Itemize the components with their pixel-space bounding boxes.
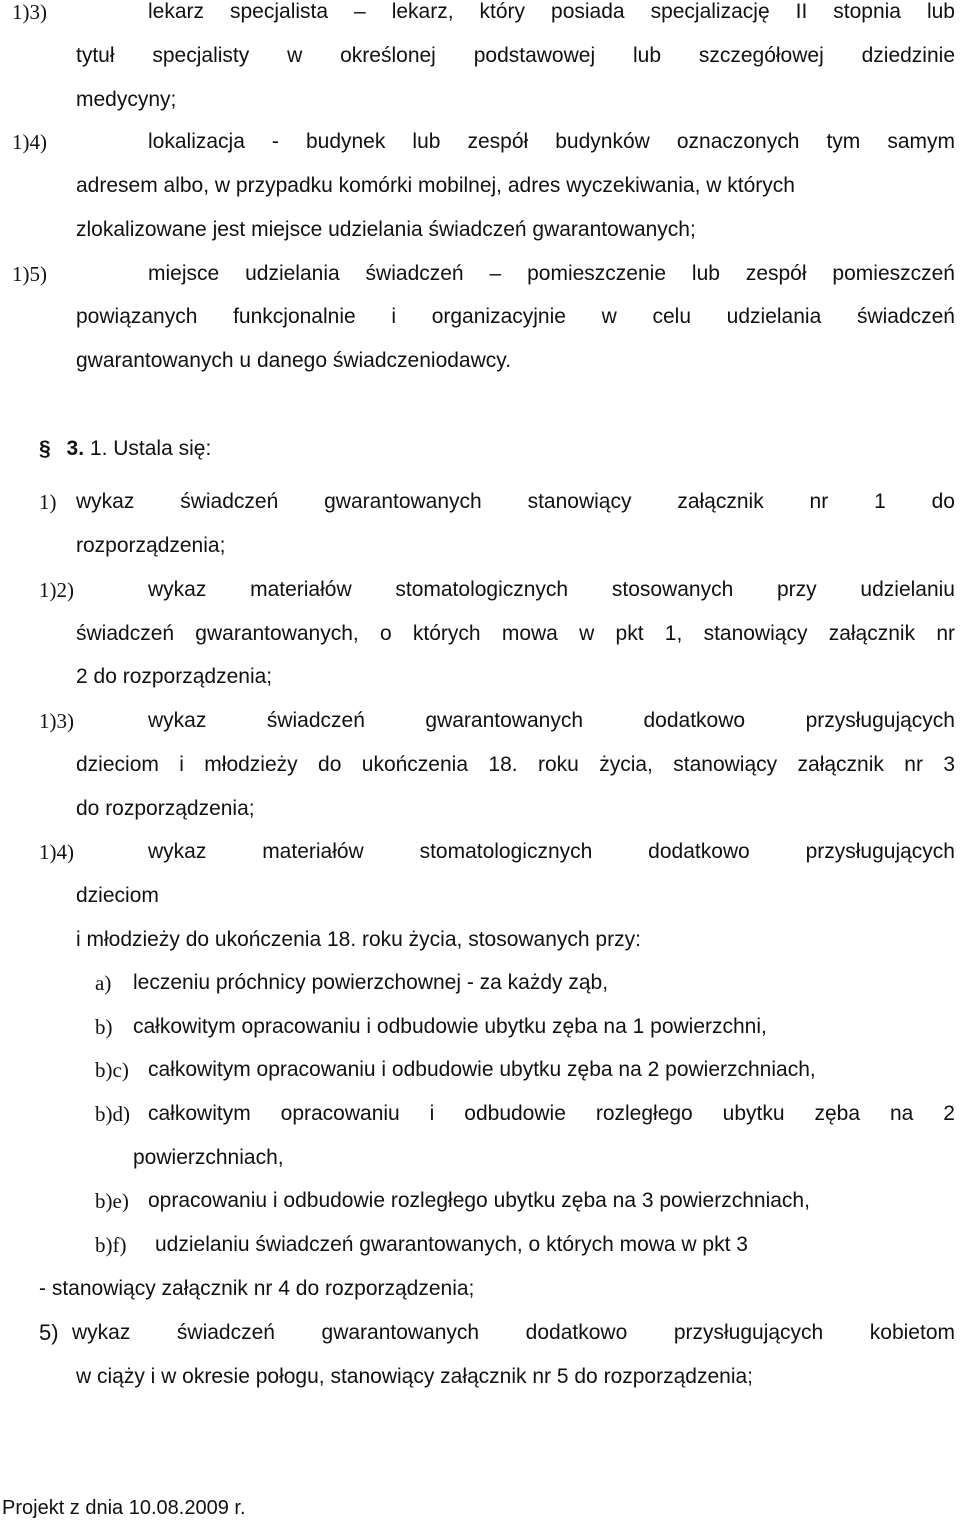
section-number: 3. bbox=[66, 437, 85, 460]
list-item-line: dzieciom bbox=[76, 884, 159, 907]
definition-line: lokalizacja - budynek lub zespół budynków oznaczonych tym samym bbox=[148, 130, 955, 153]
subitem-marker: b) bbox=[95, 1015, 113, 1039]
list-item-line: dzieciom i młodzieży do ukończenia 18. roku życia, stanowiący załącznik nr 3 bbox=[76, 753, 955, 776]
section-lead: 1. Ustala się: bbox=[89, 437, 212, 460]
closing-line: - stanowiący załącznik nr 4 do rozporządzenia; bbox=[39, 1277, 475, 1300]
list-marker: 5) bbox=[39, 1320, 59, 1345]
list-marker: 1) bbox=[39, 490, 57, 514]
definition-line: medycyny; bbox=[76, 88, 177, 111]
list-item-line: wykaz świadczeń gwarantowanych stanowiący załącznik nr 1 do bbox=[76, 490, 955, 513]
subitem-line: powierzchniach, bbox=[133, 1146, 284, 1169]
definition-line: adresem albo, w przypadku komórki mobilnej, adres wyczekiwania, w których bbox=[76, 174, 795, 197]
list-item-line: w ciąży i w okresie połogu, stanowiący załącznik nr 5 do rozporządzenia; bbox=[76, 1365, 753, 1388]
subitem-marker: b)d) bbox=[95, 1102, 130, 1126]
subitem-line: całkowitym opracowaniu i odbudowie ubytku zęba na 1 powierzchni, bbox=[133, 1015, 767, 1038]
section-heading bbox=[39, 435, 211, 463]
list-item-line: 2 do rozporządzenia; bbox=[76, 665, 273, 688]
list-marker: 1)3) bbox=[12, 0, 47, 24]
subitem-line: leczeniu próchnicy powierzchownej - za każdy ząb, bbox=[133, 971, 609, 994]
page-footer: Projekt z dnia 10.08.2009 r. bbox=[2, 1497, 246, 1519]
subitem-line: całkowitym opracowaniu i odbudowie rozległego ubytku zęba na 2 bbox=[148, 1102, 955, 1125]
list-item-line: świadczeń gwarantowanych, o których mowa w pkt 1, stanowiący załącznik nr bbox=[76, 622, 955, 645]
subitem-marker: b)c) bbox=[95, 1058, 129, 1082]
list-item-line: do rozporządzenia; bbox=[76, 797, 255, 820]
definition-line: lekarz specjalista – lekarz, który posiada specjalizację II stopnia lub bbox=[148, 0, 955, 23]
list-item-line: i młodzieży do ukończenia 18. roku życia, stosowanych przy: bbox=[76, 928, 641, 951]
list-marker: 1)3) bbox=[39, 709, 74, 733]
subitem-marker: b)e) bbox=[95, 1189, 129, 1213]
list-item-line: wykaz materiałów stomatologicznych dodatkowo przysługujących bbox=[148, 840, 955, 863]
subitem-line: udzielaniu świadczeń gwarantowanych, o których mowa w pkt 3 bbox=[155, 1233, 748, 1256]
subitem-line: opracowaniu i odbudowie rozległego ubytku zęba na 3 powierzchniach, bbox=[148, 1189, 810, 1212]
definition-line: tytuł specjalisty w określonej podstawowej lub szczegółowej dziedzinie bbox=[76, 44, 955, 67]
definition-line: gwarantowanych u danego świadczeniodawcy. bbox=[76, 349, 512, 372]
definition-line: zlokalizowane jest miejsce udzielania świadczeń gwarantowanych; bbox=[76, 218, 696, 241]
subitem-marker: b)f) bbox=[95, 1233, 127, 1257]
list-marker: 1)4) bbox=[39, 840, 74, 864]
list-item-line: wykaz świadczeń gwarantowanych dodatkowo przysługujących kobietom bbox=[72, 1321, 955, 1344]
list-marker: 1)4) bbox=[12, 130, 47, 154]
subitem-marker: a) bbox=[95, 971, 112, 995]
subitem-line: całkowitym opracowaniu i odbudowie ubytku zęba na 2 powierzchniach, bbox=[148, 1058, 816, 1081]
list-item-line: rozporządzenia; bbox=[76, 534, 226, 557]
list-marker: 1)5) bbox=[12, 262, 47, 286]
list-item-line: wykaz świadczeń gwarantowanych dodatkowo przysługujących bbox=[148, 709, 955, 732]
section-sign: § bbox=[39, 437, 51, 460]
list-marker: 1)2) bbox=[39, 578, 74, 602]
list-item-line: wykaz materiałów stomatologicznych stosowanych przy udzielaniu bbox=[148, 578, 955, 601]
definition-line: powiązanych funkcjonalnie i organizacyjnie w celu udzielania świadczeń bbox=[76, 305, 955, 328]
definition-line: miejsce udzielania świadczeń – pomieszczenie lub zespół pomieszczeń bbox=[148, 262, 955, 285]
